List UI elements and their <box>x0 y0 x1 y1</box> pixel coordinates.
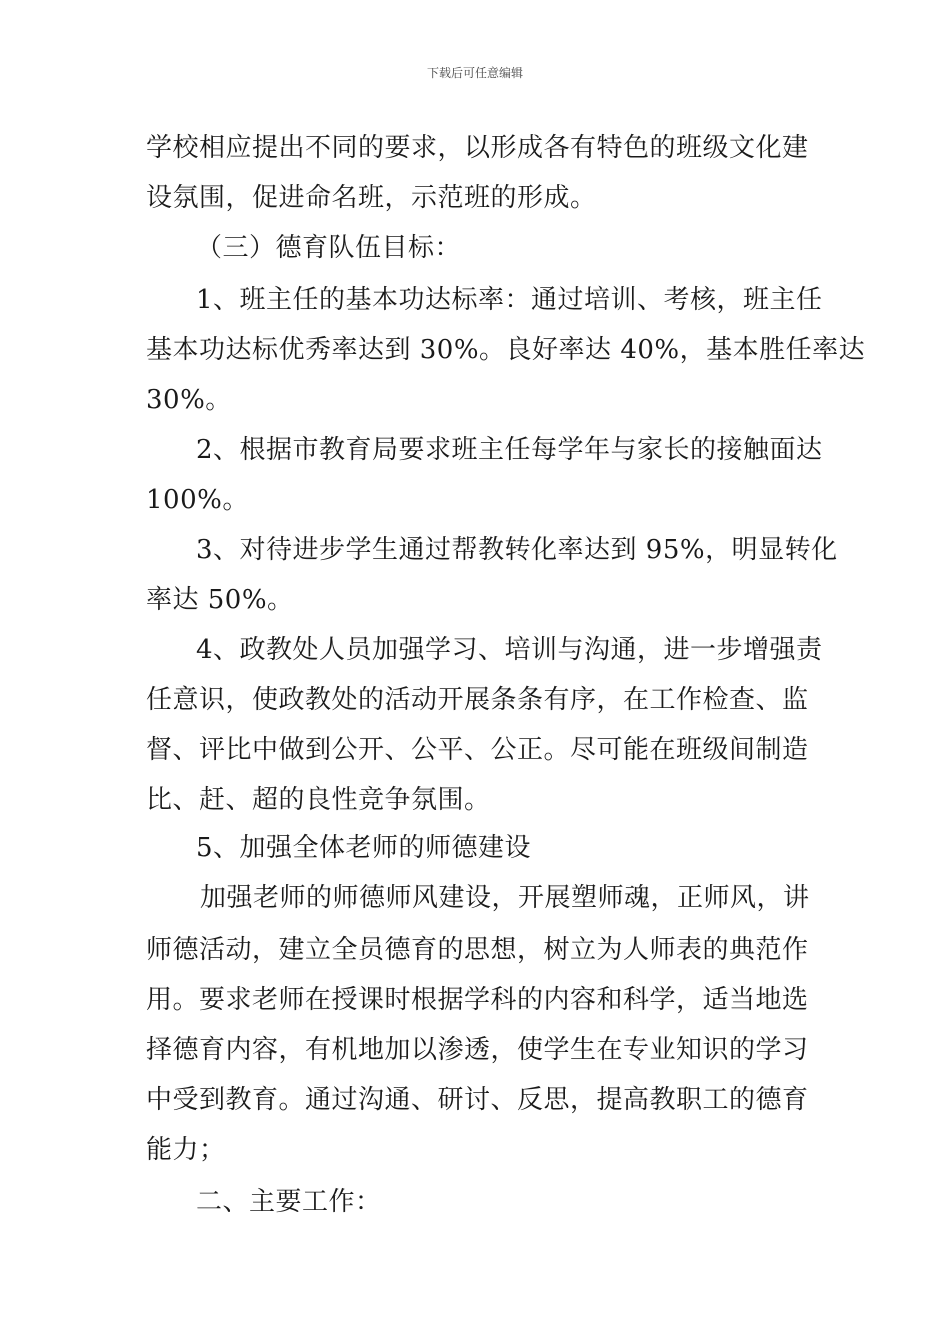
paragraph-line: 1、班主任的基本功达标率：通过培训、考核，班主任 <box>196 285 823 315</box>
paragraph-line: 能力； <box>146 1135 226 1165</box>
paragraph-line: 督、评比中做到公开、公平、公正。尽可能在班级间制造 <box>146 735 809 765</box>
paragraph-line: 30%。 <box>146 385 232 415</box>
paragraph-line: 任意识，使政教处的活动开展条条有序，在工作检查、监 <box>146 685 809 715</box>
paragraph-line: 用。要求老师在授课时根据学科的内容和科学，适当地选 <box>146 985 809 1015</box>
paragraph-line: 2、根据市教育局要求班主任每学年与家长的接触面达 <box>196 435 823 465</box>
section-heading: 二、主要工作： <box>196 1187 382 1217</box>
paragraph-line: 基本功达标优秀率达到 30%。良好率达 40%，基本胜任率达 <box>146 335 866 365</box>
paragraph-line: 加强老师的师德师风建设，开展塑师魂，正师风，讲 <box>200 883 810 913</box>
paragraph-line: 设氛围，促进命名班，示范班的形成。 <box>146 183 597 213</box>
paragraph-line: 学校相应提出不同的要求，以形成各有特色的班级文化建 <box>146 133 809 163</box>
paragraph-line: 中受到教育。通过沟通、研讨、反思，提高教职工的德育 <box>146 1085 809 1115</box>
paragraph-line: 4、政教处人员加强学习、培训与沟通，进一步增强责 <box>196 635 823 665</box>
header-note: 下载后可任意编辑 <box>426 66 523 80</box>
paragraph-line: 100%。 <box>146 485 249 515</box>
paragraph-line: 比、赶、超的良性竞争氛围。 <box>146 785 491 815</box>
paragraph-line: 择德育内容，有机地加以渗透，使学生在专业知识的学习 <box>146 1035 809 1065</box>
paragraph-line: 率达 50%。 <box>146 585 294 615</box>
section-heading: （三）德育队伍目标： <box>196 233 462 263</box>
paragraph-line: 师德活动，建立全员德育的思想，树立为人师表的典范作 <box>146 935 809 965</box>
section-heading: 5、加强全体老师的师德建设 <box>196 833 532 863</box>
paragraph-line: 3、对待进步学生通过帮教转化率达到 95%，明显转化 <box>196 535 838 565</box>
